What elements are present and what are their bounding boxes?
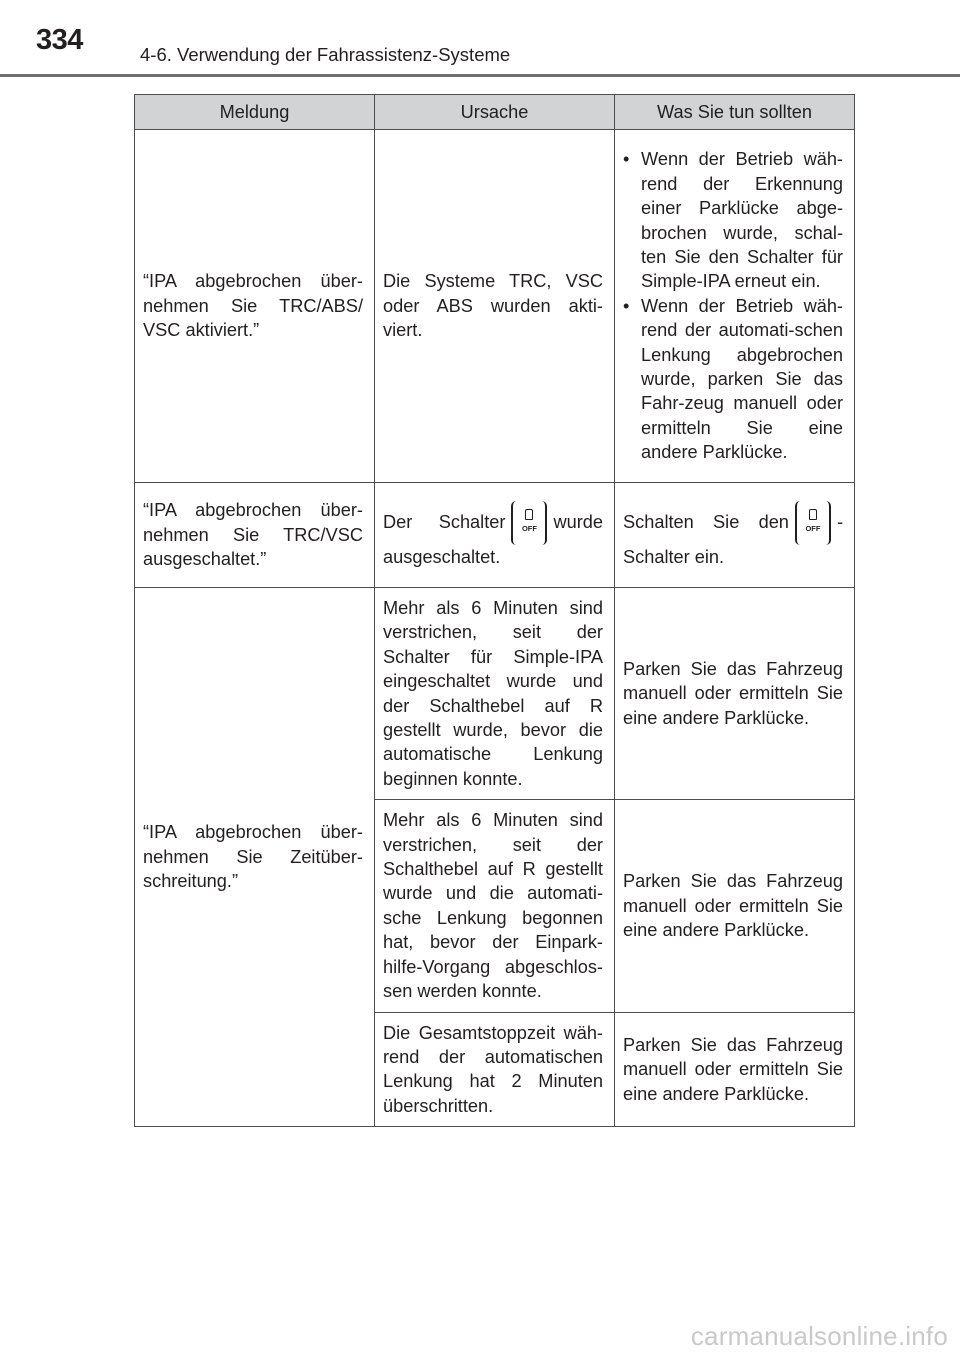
action-text-after: -Schalter ein. <box>623 511 843 567</box>
column-header-cause: Ursache <box>375 95 615 130</box>
table-row <box>135 588 855 800</box>
column-header-message: Meldung <box>135 95 375 130</box>
cause-cell: Die Systeme TRC, VSC oder ABS wurden akti-viert. <box>375 130 615 483</box>
section-title: 4-6. Verwendung der Fahrassistenz-Systeme <box>140 44 511 65</box>
action-cell <box>615 130 855 483</box>
page-number: 334 <box>36 24 83 56</box>
table-row <box>135 130 855 483</box>
icon-off-label: OFF <box>805 523 821 533</box>
cause-text-before: Der Schalter <box>383 511 506 532</box>
action-cell <box>615 483 855 588</box>
message-cell: “IPA abgebrochen über-nehmen Sie Zeitüber-schreitung.” <box>135 588 375 1127</box>
cause-cell: Die Gesamtstoppzeit wäh-rend der automatischen Lenkung hat 2 Minuten überschritten. <box>375 1012 615 1127</box>
cause-cell <box>375 483 615 588</box>
action-list <box>623 147 843 464</box>
action-cell: Parken Sie das Fahrzeug manuell oder ermitteln Sie eine andere Parklücke. <box>615 1012 855 1127</box>
message-table <box>134 94 855 1127</box>
message-cell: “IPA abgebrochen über-nehmen Sie TRC/VSC ausgeschaltet.” <box>135 483 375 588</box>
table-header-row <box>135 95 855 130</box>
icon-off-label: OFF <box>521 523 537 533</box>
vsc-off-switch-icon <box>795 501 831 545</box>
action-cell: Parken Sie das Fahrzeug manuell oder ermitteln Sie eine andere Parklücke. <box>615 800 855 1012</box>
car-slip-icon <box>525 509 533 520</box>
cause-text-after: wurde ausgeschaltet. <box>383 511 603 567</box>
car-slip-icon <box>809 509 817 520</box>
header-rule <box>0 74 960 77</box>
watermark: carmanualsonline.info <box>690 1321 948 1351</box>
action-cell: Parken Sie das Fahrzeug manuell oder ermitteln Sie eine andere Parklücke. <box>615 588 855 800</box>
message-cell: “IPA abgebrochen über-nehmen Sie TRC/ABS/ VSC aktiviert.” <box>135 130 375 483</box>
vsc-off-switch-icon <box>511 501 547 545</box>
action-text-before: Schalten Sie den <box>623 511 789 532</box>
cause-cell: Mehr als 6 Minuten sind verstrichen, seit der Schalthebel auf R gestellt wurde und die automati-sche Lenkung begonnen hat, bevor der Einpark-hilfe-Vorgang abgeschlos-sen werden konnte. <box>375 800 615 1012</box>
cause-cell: Mehr als 6 Minuten sind verstrichen, seit der Schalter für Simple-IPA eingeschaltet wurde und der Schalthebel auf R gestellt wurde, bevor die automatische Lenkung beginnen konnte. <box>375 588 615 800</box>
list-item: • Wenn der Betrieb wäh-rend der Erkennung einer Parklücke abge-brochen wurde, schal-ten Sie den Schalter für Simple-IPA erneut ein. <box>623 147 843 293</box>
column-header-action: Was Sie tun sollten <box>615 95 855 130</box>
list-item: • Wenn der Betrieb wäh-rend der automati-schen Lenkung abgebrochen wurde, parken Sie das Fahr-zeug manuell oder ermitteln Sie eine andere Parklücke. <box>623 294 843 465</box>
table-row <box>135 483 855 588</box>
